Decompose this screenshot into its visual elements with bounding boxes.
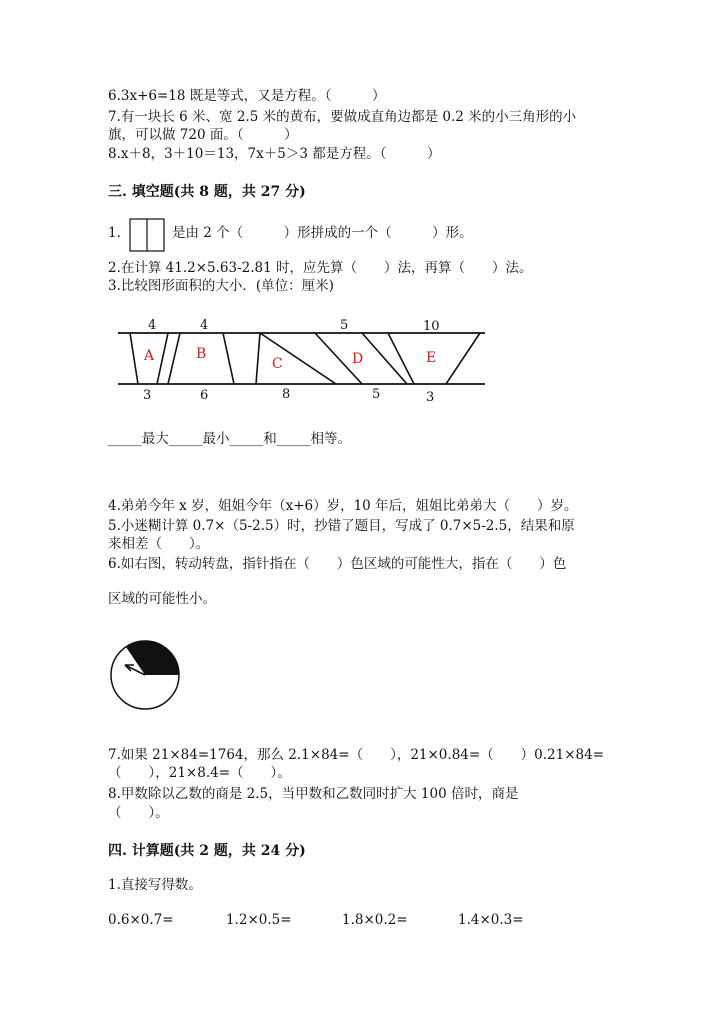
q1-number: 1. (108, 225, 121, 241)
judge-item-6: 6.3x+6=18 既是等式，又是方程。（ ） (108, 88, 386, 104)
shape-label-c: C (272, 356, 283, 372)
q2: 2.在计算 41.2×5.63-2.81 时，应先算（ ）法，再算（ ）法。 (108, 260, 533, 276)
judge-item-7-line1: 7.有一块长 6 米、宽 2.5 米的黄布，要做成直角边都是 0.2 米的小三角形的小 (108, 109, 577, 125)
shape-a-right-edge (157, 333, 168, 384)
section-3-title: 三. 填空题(共 8 题，共 27 分) (108, 184, 306, 200)
q7-line2: （ ），21×8.4=（ ）。 (108, 765, 291, 781)
judge-item-8: 8.x＋8，3＋10＝13，7x＋5＞3 都是方程。（ ） (108, 146, 441, 162)
q3-answer-blanks: _____最大_____最小_____和_____相等。 (108, 431, 351, 447)
bottom-label-a: 3 (143, 388, 152, 403)
q8-line2: （ ）。 (108, 805, 169, 821)
shape-label-b: B (196, 346, 207, 362)
bottom-label-c: 8 (282, 387, 291, 402)
calc-item-3: 1.8×0.2= (342, 912, 408, 928)
calc-item-4: 1.4×0.3= (458, 912, 524, 928)
judge-item-7-line2: 旗，可以做 720 面。（ ） (108, 127, 298, 143)
bottom-label-e: 3 (426, 390, 435, 405)
spinner-figure (108, 638, 184, 710)
shape-e-right-edge (446, 333, 480, 384)
bottom-label-d: 5 (372, 387, 381, 402)
shape-a-left-edge (130, 333, 138, 384)
q3: 3.比较图形面积的大小．(单位：厘米) (108, 278, 334, 294)
q5-line1: 5.小迷糊计算 0.7×（5-2.5）时，抄错了题目，写成了 0.7×5-2.5，结果和原 (108, 518, 575, 534)
calc-item-1: 0.6×0.7= (108, 912, 174, 928)
shape-b-left-edge (168, 333, 180, 384)
top-label-b: 4 (200, 318, 209, 333)
q5-line2: 来相差（ ）。 (108, 536, 210, 552)
shape-c-vertical-edge (256, 333, 260, 384)
q8-line1: 8.甲数除以乙数的商是 2.5，当甲数和乙数同时扩大 100 倍时，商是 (108, 786, 519, 802)
q4: 4.弟弟今年 x 岁，姐姐今年（x+6）岁，10 年后，姐姐比弟弟大（ ）岁。 (108, 498, 578, 514)
shape-b-right-edge (223, 333, 234, 384)
q6-line1: 6.如右图，转动转盘，指针指在（ ）色区域的可能性大，指在（ ）色 (108, 556, 567, 572)
shape-label-a: A (144, 348, 155, 364)
bottom-label-b: 6 (200, 388, 209, 403)
section-4-title: 四. 计算题(共 2 题，共 24 分) (108, 843, 306, 859)
shape-label-e: E (426, 350, 437, 366)
q1-text: 是由 2 个（ ）形拼成的一个（ ）形。 (172, 225, 473, 241)
top-label-a: 4 (148, 318, 157, 333)
shape-label-d: D (352, 351, 364, 367)
area-comparison-figure (110, 315, 490, 405)
two-rectangles-square-figure (129, 218, 165, 252)
top-label-e: 10 (423, 319, 440, 334)
calc-q1: 1.直接写得数。 (108, 877, 202, 893)
top-label-d: 5 (340, 318, 349, 333)
q7-line1: 7.如果 21×84=1764，那么 2.1×84=（ ），21×0.84=（ ）0.21×84= (108, 747, 605, 763)
calc-item-2: 1.2×0.5= (226, 912, 292, 928)
q6-line2: 区域的可能性小。 (108, 591, 216, 607)
